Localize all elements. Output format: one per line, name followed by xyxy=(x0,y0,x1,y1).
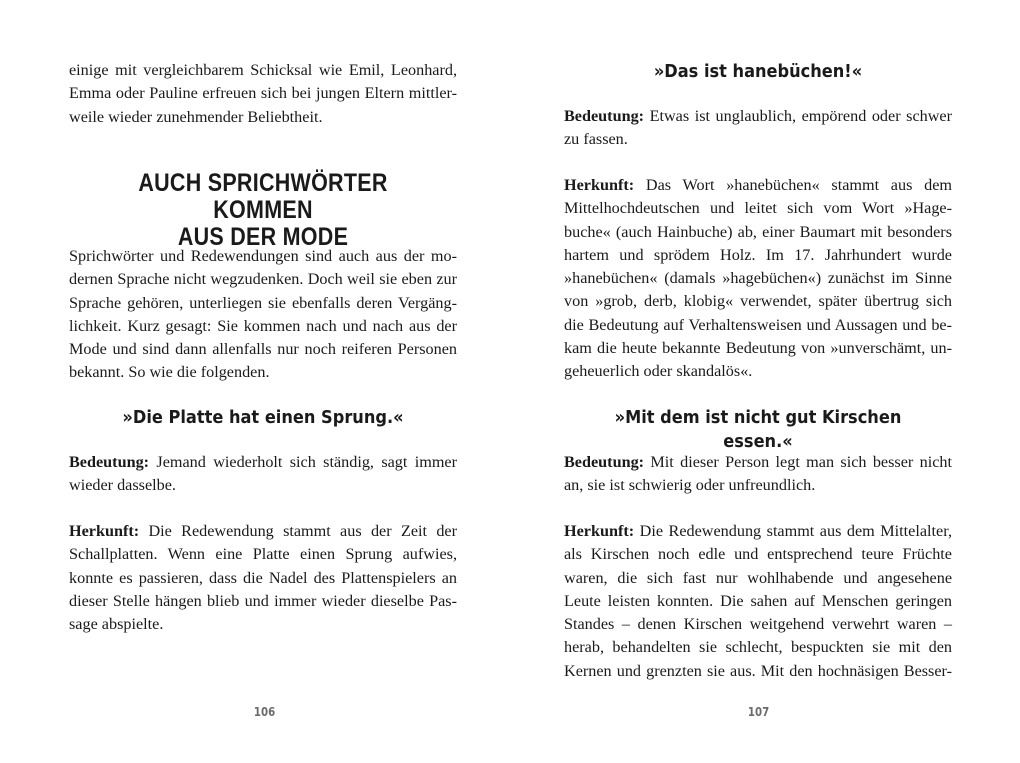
text-line: waren, die sich fast nur wohlhabende und angesehene xyxy=(564,568,952,587)
text-line: Sprichwörter und Redewendungen sind auch aus der mo- xyxy=(69,247,457,265)
text-line: Das Wort »hanebüchen« stammt aus dem xyxy=(634,176,952,194)
text-line: herab, behandelten sie schlecht, bespuckten sie mit den xyxy=(564,638,952,657)
text-line: dernen Sprache nicht wegzudenken. Doch weil sie eben zur xyxy=(69,270,457,289)
meaning-paragraph xyxy=(69,451,457,498)
origin-paragraph xyxy=(69,520,457,636)
origin-label: Herkunft: xyxy=(564,176,635,194)
page-number-right: 107 xyxy=(747,705,770,719)
text-line: hartem und sprödem Holz. Im 17. Jahrhundert wurde xyxy=(564,245,952,264)
page-number-left: 106 xyxy=(253,705,276,719)
text-line: als Kirschen noch edle und entsprechend teure Früchte xyxy=(564,545,952,564)
meaning-label: Bedeutung: xyxy=(564,107,645,125)
phrase-heading: »Das ist hanebüchen!« xyxy=(653,61,863,82)
text-line: geheuerlich oder skandalös«. xyxy=(564,362,753,381)
text-line: wieder dasselbe. xyxy=(69,476,176,495)
text-line: Emma oder Pauline erfreuen sich bei jungen Eltern mittler- xyxy=(69,84,457,103)
text-line: einige mit vergleichbarem Schicksal wie Emil, Leonhard, xyxy=(69,61,457,79)
phrase-heading: »Mit dem ist nicht gut Kirschen essen.« xyxy=(614,407,902,452)
meaning-label: Bedeutung: xyxy=(69,453,150,471)
text-line: »hanebüchen« (damals »hagebüchen«) zunächst im Sinne xyxy=(564,269,952,288)
text-line: an, sie ist schwierig oder unfreundlich. xyxy=(564,476,816,495)
text-line: Leute leisten konnten. Die sahen auf Menschen geringen xyxy=(564,591,952,610)
origin-label: Herkunft: xyxy=(564,522,635,540)
intro-paragraph xyxy=(69,59,457,129)
meaning-paragraph xyxy=(564,451,952,498)
section-heading-line: AUS DER MODE xyxy=(177,223,349,251)
left-page xyxy=(69,0,457,763)
origin-paragraph xyxy=(564,520,952,683)
text-line: konnte es passieren, dass die Nadel des Plattenspielers an xyxy=(69,568,457,587)
text-line: von »grob, derb, klobig« verwendet, später übertrug sich xyxy=(564,292,952,311)
text-line: die Bedeutung auf Verhaltensweisen und Aussagen und be- xyxy=(564,315,952,334)
text-line: weile wieder zunehmender Beliebtheit. xyxy=(69,107,323,126)
text-line: Mittelhochdeutschen und leitet sich vom Wort »Hage- xyxy=(564,199,952,218)
text-line: sage abspielte. xyxy=(69,615,164,634)
text-line: lichkeit. Kurz gesagt: Sie kommen nach und nach aus der xyxy=(69,316,457,335)
meaning-label: Bedeutung: xyxy=(564,453,645,471)
text-line: bekannt. So wie die folgenden. xyxy=(69,363,270,382)
text-line: Kernen und grenzten sie aus. Mit den hochnäsigen Besser- xyxy=(564,661,952,680)
right-page xyxy=(564,0,952,763)
origin-label: Herkunft: xyxy=(69,522,140,540)
meaning-paragraph xyxy=(564,105,952,152)
text-line: Die Redewendung stammt aus dem Mittelalter, xyxy=(634,522,952,540)
text-line: Standes – denen Kirschen weitgehend verwehrt waren – xyxy=(564,615,952,634)
text-line: Mode und sind dann allenfalls nur noch reiferen Personen xyxy=(69,340,457,359)
text-line: Die Redewendung stammt aus der Zeit der xyxy=(139,522,457,540)
text-line: zu fassen. xyxy=(564,130,628,149)
text-line: kam die heute bekannte Bedeutung von »unverschämt, un- xyxy=(564,339,952,358)
text-line: Schallplatten. Wenn eine Platte einen Sprung aufwies, xyxy=(69,545,457,564)
origin-paragraph xyxy=(564,174,952,384)
text-line: Etwas ist unglaublich, empörend oder schwer xyxy=(644,107,952,125)
text-line: Jemand wiederholt sich ständig, sagt immer xyxy=(149,453,457,471)
text-line: buche« (auch Hainbuche) ab, einer Baumart mit besonders xyxy=(564,222,952,241)
phrase-heading: »Die Platte hat einen Sprung.« xyxy=(122,407,404,428)
text-line: dieser Stelle hängen blieb und immer wieder dieselbe Pas- xyxy=(69,591,457,610)
section-heading-line: AUCH SPRICHWÖRTER KOMMEN xyxy=(138,169,388,224)
text-line: Sprache gehören, unterliegen sie ebenfalls deren Vergäng- xyxy=(69,293,457,312)
text-line: Mit dieser Person legt man sich besser nicht xyxy=(644,453,952,471)
section-body-paragraph xyxy=(69,245,457,385)
section-heading xyxy=(96,170,430,251)
